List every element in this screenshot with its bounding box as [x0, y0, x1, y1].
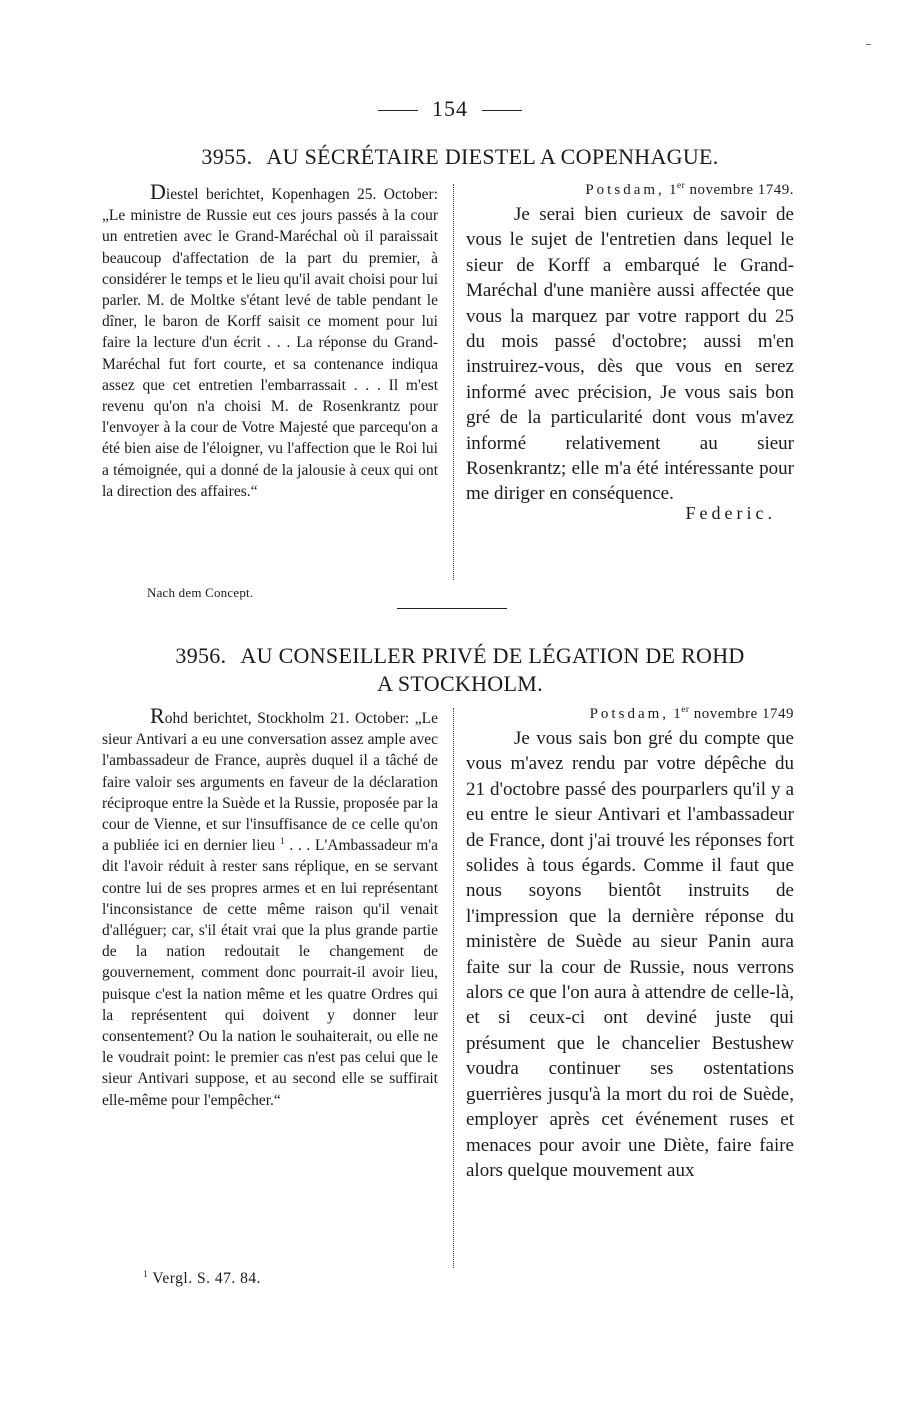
- dateline: Potsdam, 1er novembre 1749: [589, 705, 794, 722]
- summary-initial: R: [150, 703, 165, 728]
- letter-3955-body: [466, 180, 794, 526]
- column-divider: [453, 184, 454, 580]
- letter-3955-summary: [102, 179, 438, 502]
- letter-3956-body: [466, 704, 794, 1183]
- page-number: 154: [432, 96, 468, 121]
- summary-text-continued: . . . L'Ambassadeur m'a dit l'avoir réduit à rester sans réplique, en se servant contre lui de ses propres armes et en lui représentant l'inconsistance de cette même raison qu'il venait d'alléguer; car, s'il était vrai que la plus grande partie de la nation redoutait le changement de gouvernement, comment donc pourrait-il avoir lieu, puisque c'est la nation même et les quatre Ordres qui la représentent qui doivent y donner leur consentement? Ou la nation le souhaiterait, ou elle ne le voudrait point: le premier cas n'est pas celui que le sieur Antivari suppose, et au second elle se suffirait elle-même pour l'empêcher.“: [102, 837, 439, 1109]
- letter-number: 3956.: [175, 643, 227, 668]
- signature: Federic.: [685, 502, 776, 523]
- letter-title-line2: A STOCKHOLM.: [377, 671, 543, 696]
- summary-text: ohd berichtet, Stockholm 21. October: „Le sieur Antivari a eu une conversation assez ample avec l'ambassadeur de France, auprès duquel il a tâché de faire valoir ses arguments en faveur de la déclaration réciproque entre la Suède et la Russie, proposée par la cour de Vienne, et sur l'insuffisance de ce celle qu'on a publiée ici en dernier lieu: [102, 710, 438, 855]
- page-number-header: [0, 96, 900, 122]
- letter-3956-heading: [90, 642, 830, 698]
- letter-number: 3955.: [201, 144, 253, 169]
- letter-title-line1: AU CONSEILLER PRIVÉ DE LÉGATION DE ROHD: [240, 643, 745, 668]
- footnote-marker: 1: [143, 1268, 149, 1280]
- corner-mark: [866, 44, 871, 45]
- section-divider: [397, 608, 507, 609]
- dateline: Potsdam, 1er novembre 1749.: [585, 181, 794, 198]
- footnote-ref: 1: [279, 836, 285, 848]
- footnote-text: Vergl. S. 47. 84.: [152, 1270, 261, 1287]
- column-divider: [453, 708, 454, 1268]
- source-note: Nach dem Concept.: [147, 585, 254, 600]
- summary-initial: D: [150, 179, 166, 204]
- header-dash-left: [378, 110, 418, 111]
- letter-3955-heading: [90, 143, 830, 171]
- summary-text: iestel berichtet, Kopenhagen 25. October: „Le ministre de Russie eut ces jours passés à la cour un entretien avec le Grand-Maréchal où il paraissait beaucoup d'affectation de la part du premier, à considérer le temps et le lieu qu'il avait choisi pour lui parler. M. de Moltke s'étant levé de table pendant le dîner, le baron de Korff saisit ce moment pour lui faire la lecture d'un écrit . . . La réponse du Grand-Maréchal fut fort courte, et sa contenance indiqua assez que cet entretien l'embarrassait . . . Il m'est revenu qu'on n'a choisi M. de Rosenkrantz pour l'envoyer à la cour de Votre Majesté que parcequ'on a été bien aise de l'éloigner, vu l'affection que le Roi lui a témoignée, qui a donné de la jalousie à ceux qui ont la direction des affaires.“: [102, 186, 438, 500]
- letter-body: Je vous sais bon gré du compte que vous m'avez rendu par votre dépêche du 21 d'octobre passé des pourparlers qu'il y a eu entre le sieur Antivari et l'ambassadeur de France, dont j'ai trouvé les réponses fort solides à tous égards. Comme il faut que nous soyons bientôt instruits de l'impression que la dernière réponse du ministère de Suède au sieur Panin aura faite sur la cour de Russie, nous verrons alors ce que l'on aura à attendre de celle-là, et si ceux-ci ont deviné juste qui présument que le chancelier Bestushew voudra continuer ses ostentations guerrières jusqu'à la mort du roi de Suède, employer après cet événement ruses et menaces pour avoir une Diète, faire faire alors quelque mouvement aux: [466, 728, 794, 1181]
- letter-body: Je serai bien curieux de savoir de vous le sujet de l'entretien dans lequel le sieur de Korff a embarqué le Grand-Maréchal d'une manière aussi affectée que vous la marquez par votre rapport du 25 du mois passé d'octobre; aussi m'en instruirez-vous, dès que vous en serez informé avec précision, Je vous sais bon gré de la particularité dont vous m'avez informé relativement au sieur Rosenkrantz; elle m'a été intéressante pour me diriger en conséquence.: [466, 204, 794, 505]
- letter-title: AU SÉCRÉTAIRE DIESTEL A COPENHAGUE.: [266, 144, 719, 169]
- footnote: [143, 1270, 261, 1288]
- letter-3956-summary: [102, 703, 439, 1111]
- header-dash-right: [482, 110, 522, 111]
